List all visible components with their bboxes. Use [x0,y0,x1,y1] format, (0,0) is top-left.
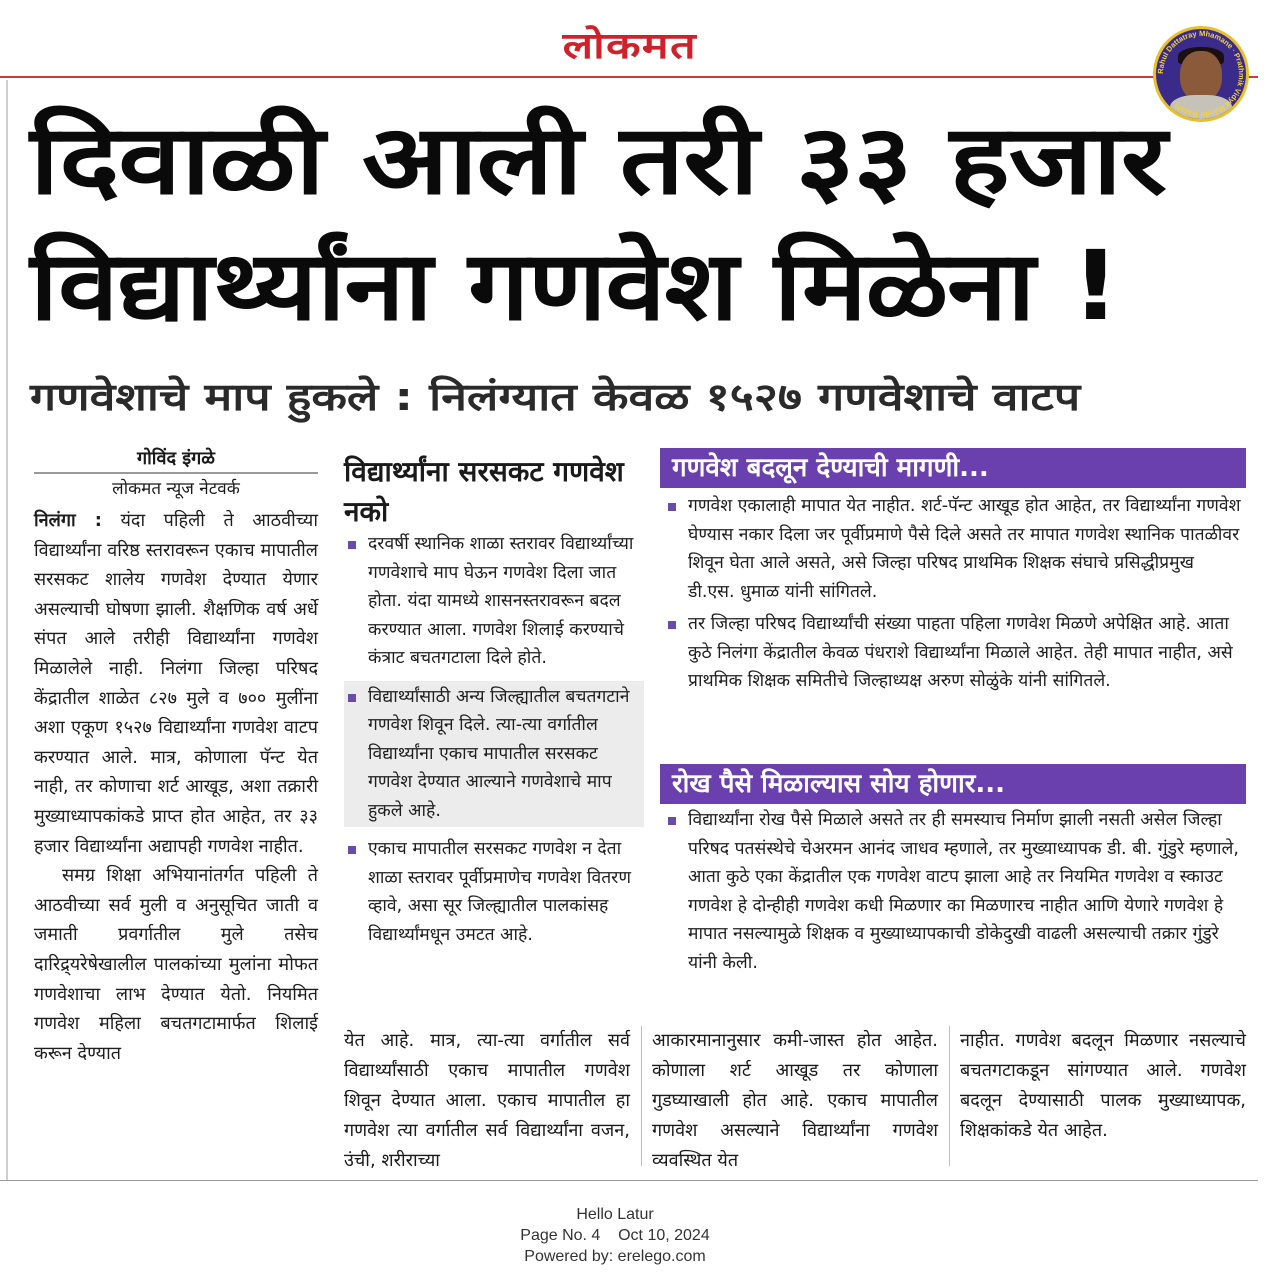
masthead [0,20,1260,69]
dateline: निलंगा : [34,510,102,531]
section-heading-demand: गणवेश बदलून देण्याची मागणी... [660,448,1246,488]
badge-ring-text: Rahul Dattatray Mhamane · Prathmik Vidya Mandir Barshi [1156,29,1246,119]
continuation-column-2: आकारमानानुसार कमी-जास्त होत आहेत. कोणाला शर्ट आखूड तर कोणाला गुडघ्याखाली होत आहे. एकाच मापातील गणवेश असल्याने विद्यार्थ्यांना गणवेश व्यवस्थित येत [652,1030,938,1171]
sidebar-bullet-1: दरवर्षी स्थानिक शाळा स्तरावर विद्यार्थ्यांच्या गणवेशाचे माप घेऊन गणवेश दिला जात होता. यंदा यामध्ये शासनस्तरावरून बदल करण्यात आला. गणवेश शिलाई करण्याचे कंत्राट बचतगटाला दिले होते. [344,530,644,673]
headline-line-2: विद्यार्थ्यांना गणवेश मिळेना ! [30,230,1120,342]
footer-powered-by: Powered by: erelego.com [524,1248,706,1265]
column-divider [641,1026,642,1166]
paragraph-1-text: यंदा पहिली ते आठवीच्या विद्यार्थ्यांना वरिष्ठ स्तरावरून एकाच मापातील सरसकट शालेय गणवेश देण्यात येणार असल्याची घोषणा झाली. शैक्षणिक वर्ष अर्धे संपत आले तरीही विद्यार्थ्यांना गणवेश मिळालेले नाही. निलंगा जिल्हा परिषद केंद्रातील शाळेत ८२७ मुले व ७०० मुलींना अशा एकूण १५२७ विद्यार्थ्यांना गणवेश वाटप करण्यात आले. मात्र, कोणाला पॅन्ट येत नाही, तर कोणाचा शर्ट आखूड, अशा तक्रारी मुख्याध्यापकांकडे प्राप्त होत आहेत, तर ३३ हजार विद्यार्थ्यांना अद्यापही गणवेश नाहीत. [34,510,318,857]
column-divider [949,1026,950,1166]
paragraph-2: समग्र शिक्षा अभियानांतर्गत पहिली ते आठवीच्या सर्व मुली व अनुसूचित जाती व जमाती प्रवर्गातील मुले तसेच दारिद्र्यरेषेखालील पालकांच्या मुलांना मोफत गणवेशाचा लाभ देण्यात येतो. नियमित गणवेश महिला बचतगटामार्फत शिलाई करून देण्यात [34,865,318,1064]
page-footer [0,1204,1230,1267]
paragraph-1 [34,506,318,861]
section-heading-cash: रोख पैसे मिळाल्यास सोय होणार... [660,764,1246,804]
headline-line-1: दिवाळी आली तरी ३३ हजार [30,104,1166,216]
page-bottom-rule [0,1180,1258,1181]
continuation-column-3: नाहीत. गणवेश बदलून मिळणार नसल्याचे बचतगटाकडून सांगण्यात आले. गणवेश बदलून देण्यासाठी पालक मुख्याध्यापक, शिक्षकांकडे येत आहेत. [960,1030,1246,1141]
subheadline: गणवेशाचे माप हुकले : निलंग्यात केवळ १५२७ गणवेशाचे वाटप [30,375,1081,419]
demand-bullet-1: गणवेश एकालाही मापात येत नाहीत. शर्ट-पॅन्ट आखूड होत आहेत, तर विद्यार्थ्यांना गणवेश घेण्यास नकार दिला जर पूर्वीप्रमाणे पैसे दिले असते तर मापात गणवेश स्थानिक पातळीवर शिवून घेता आले असते, असे जिल्हा परिषद प्राथमिक शिक्षक संघाचे प्रसिद्धीप्रमुख डी.एस. धुमाळ यांनी सांगितले. [664,492,1244,606]
article-column-1 [34,506,318,1068]
demand-bullet-2: तर जिल्हा परिषद विद्यार्थ्यांची संख्या पाहता पहिला गणवेश मिळणे अपेक्षित आहे. आता कुठे निलंगा केंद्रातील केवळ पंधराशे विद्यार्थ्यांना मिळाले आहेत. तेही मापात नाहीत, असे प्राथमिक शिक्षक समितीचे जिल्हाध्यक्ष अरुण सोळुंके यांनी सांगितले. [664,610,1244,696]
left-margin-rule [6,80,8,1180]
footer-page-date: Page No. 4 Oct 10, 2024 [520,1227,710,1244]
masthead-rule [0,76,1258,78]
shaded-box [344,681,644,828]
continuation-column-1: येत आहे. मात्र, त्या-त्या वर्गातील सर्व विद्यार्थ्यांसाठी एकाच मापातील गणवेश शिवून देण्यात आला. एकाच मापातील हा गणवेश त्या वर्गातील सर्व विद्यार्थ्यांना वजन, उंची, शरीराच्या [344,1030,630,1171]
article-column-3-bottom [664,806,1244,981]
article-column-2 [344,530,644,949]
footer-edition: Hello Latur [576,1206,654,1223]
sidebar-bullet-3: एकाच मापातील सरसकट गणवेश न देता शाळा स्तरावर पूर्वीप्रमाणेच गणवेश वितरण व्हावे, असा सूर जिल्ह्यातील पालकांसह विद्यार्थ्यांमधून उमटत आहे. [344,835,644,949]
newspaper-logo: लोकमत [562,26,698,67]
byline-divider [34,472,318,474]
agency-byline: लोकमत न्यूज नेटवर्क [112,479,240,499]
article-column-3-top [664,492,1244,700]
cash-bullet-1: विद्यार्थ्यांना रोख पैसे मिळाले असते तर ही समस्याच निर्माण झाली नसती असेल जिल्हा परिषद पतसंस्थेचे चेअरमन आनंद जाधव म्हणाले, तर मुख्याध्यापक डी. बी. गुंडुरे म्हणाले, आता कुठे एका केंद्रातील एक गणवेश वाटप झाला आहे तर नियमित गणवेश व स्काउट गणवेश हे दोन्हीही गणवेश कधी मिळणार का मिळणारच नाहीत आणि येणारे गणवेश हे मापात नसल्यामुळे शिक्षक व मुख्याध्यापकाची डोकेदुखी वाढली असल्याची तक्रार गुंडुरे यांनी केली. [664,806,1244,977]
author-byline: गोविंद इंगळे [137,448,215,469]
sidebar-bullet-2: विद्यार्थ्यांसाठी अन्य जिल्ह्यातील बचतगटाने गणवेश शिवून दिले. त्या-त्या वर्गातील विद्यार्थ्यांना एकाच मापातील सरसकट गणवेश देण्यात आल्याने गणवेशाचे माप हुकले आहे. [344,683,644,826]
sidebar-title: विद्यार्थ्यांना सरसकट गणवेश नको [344,455,624,528]
